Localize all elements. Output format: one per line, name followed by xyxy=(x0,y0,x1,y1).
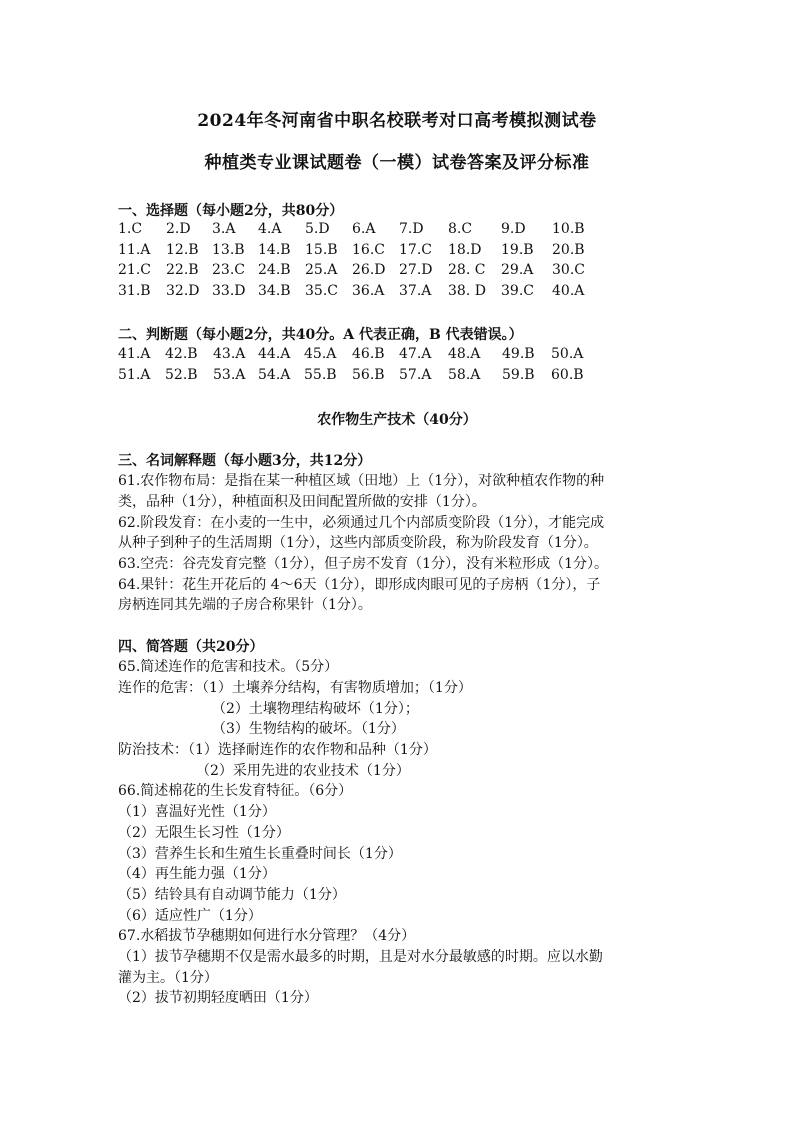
sec4-line: 防治技术：（1）选择耐连作的农作物和品种（1分） xyxy=(118,742,437,758)
answer-cell: 13.B xyxy=(212,241,245,258)
answer-cell: 5.D xyxy=(305,221,330,237)
answer-cell: 9.D xyxy=(501,221,526,237)
answer-cell: 16.C xyxy=(352,241,385,258)
answer-cell: 41.A xyxy=(118,346,151,362)
answer-cell: 14.B xyxy=(258,241,291,258)
answer-cell: 12.B xyxy=(166,241,199,258)
answer-cell: 27.D xyxy=(399,262,433,278)
answer-cell: 59.B xyxy=(502,366,535,383)
section-4-heading: 四、简答题（共20分） xyxy=(118,639,264,655)
answer-cell: 8.C xyxy=(448,221,473,237)
sec4-line: 66.简述棉花的生长发育特征。（6分） xyxy=(118,783,353,799)
answer-cell: 53.A xyxy=(213,366,246,383)
document-title: 2024年冬河南省中职名校联考对口高考模拟测试卷 xyxy=(197,111,597,131)
answer-cell: 30.C xyxy=(552,262,585,278)
answer-cell: 47.A xyxy=(399,346,432,362)
sec4-line: （6）适应性广（1分） xyxy=(118,908,262,924)
answer-cell: 11.A xyxy=(118,241,151,258)
answer-cell: 17.C xyxy=(399,241,432,258)
sec4-line: 67.水稻拔节孕穗期如何进行水分管理？（4分） xyxy=(118,928,416,944)
answer-cell: 7.D xyxy=(399,221,424,237)
answer-cell: 55.B xyxy=(304,366,337,383)
sec3-line: 从种子到种子的生活周期（1分），这些内部质变阶段，称为阶段发育（1分）。 xyxy=(118,535,598,551)
sec3-line: 64.果针：花生开花后的 4～6天（1分），即形成肉眼可见的子房柄（1分），子 xyxy=(118,577,601,593)
sec4-line: （1）喜温好光性（1分） xyxy=(118,804,276,820)
section-1-heading: 一、选择题（每小题2分，共80分） xyxy=(118,203,344,219)
answer-cell: 60.B xyxy=(551,366,584,383)
answer-cell: 42.B xyxy=(165,346,198,362)
answer-cell: 43.A xyxy=(213,346,246,362)
answer-cell: 25.A xyxy=(305,262,338,278)
answer-cell: 34.B xyxy=(258,282,291,299)
answer-cell: 51.A xyxy=(118,366,151,383)
answer-cell: 32.D xyxy=(166,282,200,299)
sec4-line: 灌为主。（1分） xyxy=(118,970,218,986)
answer-cell: 40.A xyxy=(552,282,585,299)
answer-cell: 22.B xyxy=(166,262,199,278)
answer-cell: 46.B xyxy=(352,346,385,362)
answer-cell: 49.B xyxy=(502,346,535,362)
sec4-line: （1）拔节孕穗期不仅是需水最多的时期，且是对水分最敏感的时期。应以水勤 xyxy=(118,949,603,965)
answer-cell: 44.A xyxy=(258,346,291,362)
answer-cell: 39.C xyxy=(501,282,534,299)
answer-cell: 36.A xyxy=(352,282,385,299)
subject-heading: 农作物生产技术（40分） xyxy=(317,412,477,428)
sec4-line: （2）拔节初期轻度晒田（1分） xyxy=(118,990,318,1006)
sec4-line: （2）无限生长习性（1分） xyxy=(118,825,290,841)
answer-cell: 45.A xyxy=(304,346,337,362)
answer-cell: 38. D xyxy=(448,282,486,299)
answer-cell: 18.D xyxy=(448,241,482,258)
answer-cell: 20.B xyxy=(552,241,585,258)
answer-cell: 6.A xyxy=(352,221,376,237)
answer-cell: 54.A xyxy=(258,366,291,383)
answer-cell: 4.A xyxy=(258,221,282,237)
sec3-line: 类，品种（1分），种植面积及田间配置所做的安排（1分）。 xyxy=(118,494,486,510)
answer-cell: 57.A xyxy=(399,366,432,383)
sec4-line: （2）采用先进的农业技术（1分） xyxy=(196,763,410,779)
answer-cell: 1.C xyxy=(118,221,143,237)
answer-cell: 50.A xyxy=(551,346,584,362)
section-3-heading: 三、名词解释题（每小题3分，共12分） xyxy=(118,453,372,469)
sec3-line: 61.农作物布局：是指在某一种植区域（田地）上（1分），对欲种植农作物的种 xyxy=(118,473,605,489)
answer-cell: 21.C xyxy=(118,262,151,278)
answer-cell: 26.D xyxy=(352,262,386,278)
sec4-line: （2）土壤物理结构破坏（1分）； xyxy=(212,701,419,717)
answer-cell: 31.B xyxy=(118,282,151,299)
sec4-line: （5）结铃具有自动调节能力（1分） xyxy=(118,887,346,903)
sec4-line: （3）营养生长和生殖生长重叠时间长（1分） xyxy=(118,846,402,862)
answer-cell: 15.B xyxy=(305,241,338,258)
answer-cell: 2.D xyxy=(166,221,191,237)
sec4-line: 65.简述连作的危害和技术。（5分） xyxy=(118,659,339,675)
answer-cell: 33.D xyxy=(212,282,246,299)
section-2-heading: 二、判断题（每小题2分，共40分。A 代表正确，B 代表错误。） xyxy=(118,327,523,343)
sec3-line: 房柄连同其先端的子房合称果针（1分）。 xyxy=(118,597,372,613)
answer-cell: 56.B xyxy=(352,366,385,383)
sec4-line: 连作的危害：（1）土壤养分结构，有害物质增加；（1分） xyxy=(118,680,472,696)
answer-cell: 19.B xyxy=(501,241,534,258)
answer-cell: 10.B xyxy=(552,221,585,237)
answer-cell: 3.A xyxy=(212,221,236,237)
sec3-line: 62.阶段发育：在小麦的一生中，必须通过几个内部质变阶段（1分），才能完成 xyxy=(118,515,605,531)
answer-cell: 35.C xyxy=(305,282,338,299)
sec4-line: （4）再生能力强（1分） xyxy=(118,866,276,882)
document-subtitle: 种植类专业课试题卷（一模）试卷答案及评分标准 xyxy=(204,153,590,173)
answer-cell: 37.A xyxy=(399,282,432,299)
sec4-line: （3）生物结构的破坏。（1分） xyxy=(212,721,405,737)
answer-cell: 48.A xyxy=(448,346,481,362)
answer-cell: 28. C xyxy=(448,262,486,278)
answer-cell: 23.C xyxy=(212,262,245,278)
answer-cell: 29.A xyxy=(501,262,534,278)
answer-cell: 58.A xyxy=(448,366,481,383)
answer-cell: 52.B xyxy=(165,366,198,383)
sec3-line: 63.空壳：谷壳发育完整（1分），但子房不发育（1分），没有米粒形成（1分）。 xyxy=(118,556,608,572)
answer-cell: 24.B xyxy=(258,262,291,278)
